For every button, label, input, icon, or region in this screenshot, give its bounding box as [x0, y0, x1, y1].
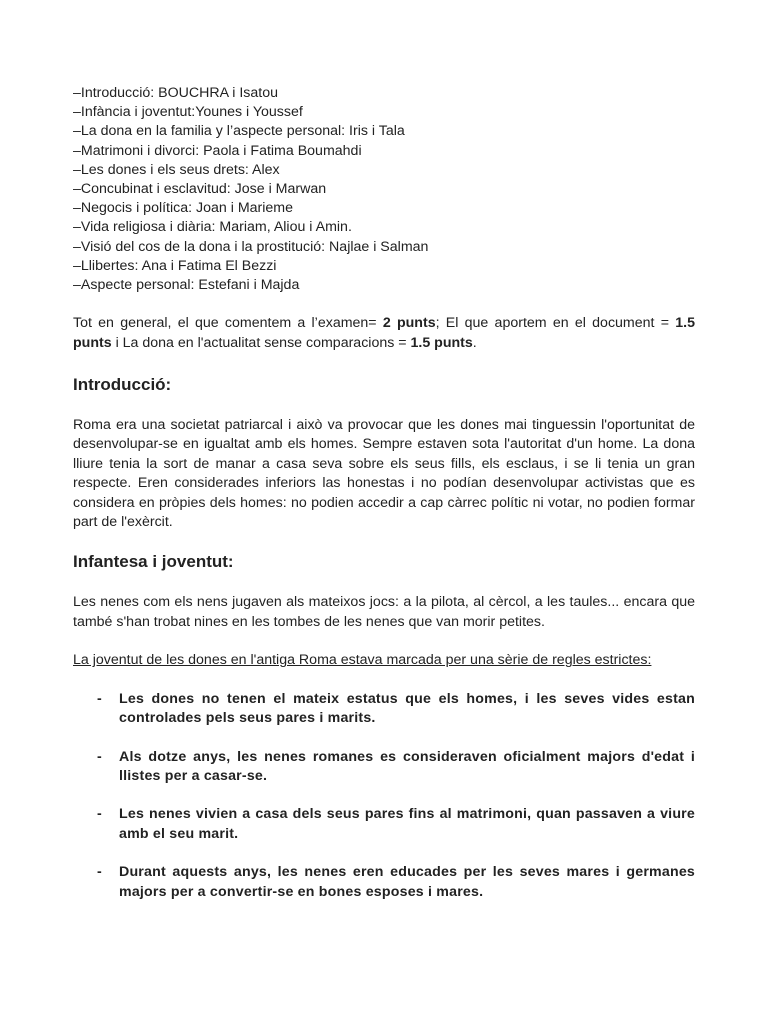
toc-item: –Llibertes: Ana i Fatima El Bezzi — [73, 257, 277, 274]
grading-paragraph — [73, 314, 695, 353]
bullet-dash: - — [97, 690, 102, 707]
list-item-text: Als dotze anys, les nenes romanes es consideraven oficialment majors d'edat i llistes per a casar-se. — [119, 748, 695, 784]
toc-item: –Aspecte personal: Estefani i Majda — [73, 277, 300, 294]
infancy-paragraph: Les nenes com els nens jugaven als mateixos jocs: a la pilota, al cèrcol, a les taules... encara que també s'han trobat nines en les tombes de les nenes que van morir petites. — [73, 594, 695, 630]
bullet-dash: - — [97, 806, 102, 823]
toc-item: –Matrimoni i divorci: Paola i Fatima Boumahdi — [73, 142, 362, 159]
bullet-dash: - — [97, 864, 102, 881]
grading-points: 1.5 punts — [410, 334, 473, 351]
toc-list — [73, 84, 695, 295]
grading-text: Tot en general, el que comentem a l’examen= — [73, 315, 383, 332]
list-item-text: Les nenes vivien a casa dels seus pares fins al matrimoni, quan passaven a viure amb el seu marit. — [119, 806, 695, 842]
intro-paragraph: Roma era una societat patriarcal i això va provocar que les dones mai tinguessin l'oportunitat de desenvolupar-se en igualtat amb els homes. Sempre estaven sota l'autoritat d'un home. La dona lliure tenia la sort de manar a casa seva sobre els seus fills, els esclaus, i se li tenia un gran respecte. Eren considerades inferiors las honestas i no podían desenvolupar activistas que es considera en pròpies dels homes: no podien accedir a cap càrrec polític ni votar, no podien formar part de l'exèrcit. — [73, 417, 695, 531]
section-heading-intro: Introducció: — [73, 375, 172, 395]
toc-item: –Vida religiosa i diària: Mariam, Aliou i Amin. — [73, 219, 352, 236]
toc-item: –Introducció: BOUCHRA i Isatou — [73, 85, 279, 101]
list-item — [73, 863, 695, 902]
grading-text: ; El que aportem en el document = — [435, 315, 676, 332]
toc-item: –Les dones i els seus drets: Alex — [73, 161, 280, 178]
list-item-text: Durant aquests anys, les nenes eren educades per les seves mares i germanes majors per a convertir-se en bones esposes i mares. — [119, 864, 695, 900]
bullet-dash: - — [97, 748, 102, 765]
toc-item: –Visió del cos de la dona i la prostitució: Najlae i Salman — [73, 238, 429, 255]
list-item — [73, 805, 695, 844]
rules-list — [73, 690, 695, 902]
rules-intro: La joventut de les dones en l'antiga Roma estava marcada per una sèrie de regles estrictes: — [73, 652, 652, 669]
section-heading-infancy: Infantesa i joventut: — [73, 552, 234, 572]
toc-item: –Infància i joventut:Younes i Youssef — [73, 104, 303, 121]
grading-points: 1.5 punts — [73, 315, 695, 351]
toc-item: –Negocis i política: Joan i Marieme — [73, 200, 294, 217]
grading-points: 2 punts — [382, 315, 436, 332]
grading-text: i La dona en l'actualitat sense comparacions = — [111, 334, 411, 351]
list-item-text: Les dones no tenen el mateix estatus que els homes, i les seves vides estan controlades pels seus pares i marits. — [119, 690, 695, 727]
document-page — [73, 84, 695, 902]
grading-text: . — [472, 334, 477, 351]
toc-item: –La dona en la familia y l’aspecte personal: Iris i Tala — [73, 123, 405, 140]
list-item — [73, 690, 695, 729]
toc-item: –Concubinat i esclavitud: Jose i Marwan — [73, 181, 327, 198]
list-item — [73, 748, 695, 787]
